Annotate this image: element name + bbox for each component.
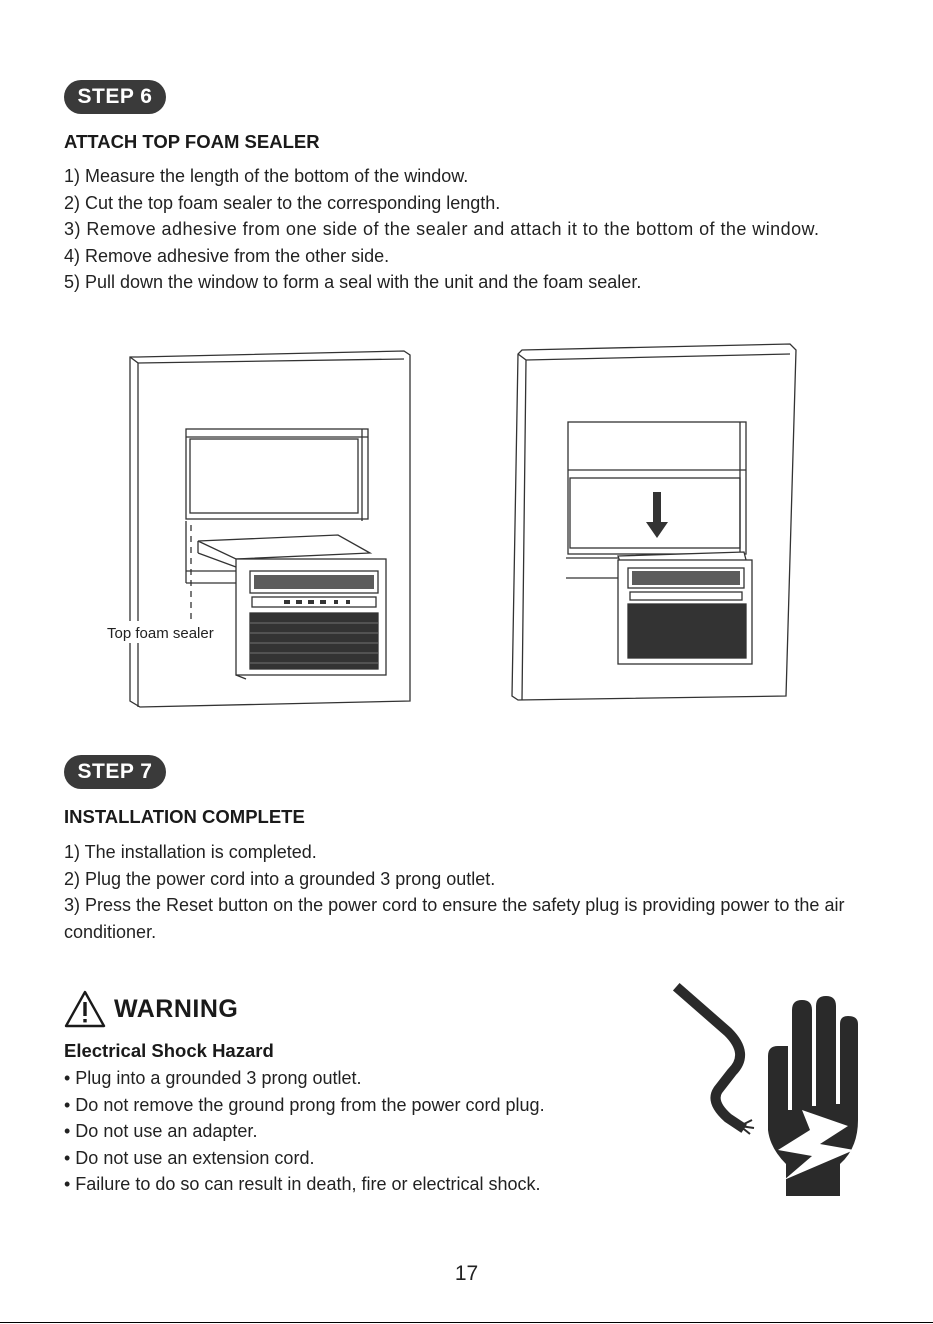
step-7-badge: STEP 7 (64, 755, 166, 789)
instruction-line: 3) Press the Reset button on the power cord to ensure the safety plug is providing power to the air conditioner. (64, 895, 845, 942)
window-pulled-down-figure (508, 342, 798, 704)
warning-bullet: • Do not use an adapter. (64, 1121, 258, 1142)
warning-label: WARNING (114, 994, 239, 1023)
warning-subtitle: Electrical Shock Hazard (64, 1040, 274, 1061)
electrical-shock-hazard-icon (670, 980, 876, 1200)
instruction-line: 5) Pull down the window to form a seal with the unit and the foam sealer. (64, 272, 642, 293)
step-6-badge: STEP 6 (64, 80, 166, 114)
warning-triangle-icon (64, 990, 106, 1028)
instruction-line: 1) The installation is completed. (64, 842, 317, 862)
warning-bullet: • Plug into a grounded 3 prong outlet. (64, 1068, 362, 1088)
instruction-line: 2) Cut the top foam sealer to the corresponding length. (64, 192, 501, 213)
step-6-heading: ATTACH TOP FOAM SEALER (64, 131, 320, 152)
warning-bullet: • Do not remove the ground prong from the power cord plug. (64, 1094, 545, 1115)
step-7-instructions (64, 839, 876, 945)
instruction-line: 4) Remove adhesive from the other side. (64, 245, 390, 266)
instruction-line: 3) Remove adhesive from one side of the sealer and attach it to the bottom of the window. (64, 219, 820, 240)
instruction-line: 2) Plug the power cord into a grounded 3 prong outlet. (64, 868, 496, 889)
instruction-line: 1) Measure the length of the bottom of the window. (64, 166, 469, 186)
step-7-heading: INSTALLATION COMPLETE (64, 806, 305, 827)
page-divider (0, 1322, 933, 1323)
warning-bullets (64, 1065, 664, 1198)
page-number: 17 (454, 1262, 479, 1285)
step-6-instructions (64, 163, 874, 296)
top-foam-sealer-label: Top foam sealer (107, 625, 214, 642)
warning-bullet: • Do not use an extension cord. (64, 1147, 315, 1168)
warning-bullet: • Failure to do so can result in death, fire or electrical shock. (64, 1174, 541, 1195)
foam-sealer-installation-figure (104, 345, 416, 711)
warning-title (64, 990, 238, 1028)
